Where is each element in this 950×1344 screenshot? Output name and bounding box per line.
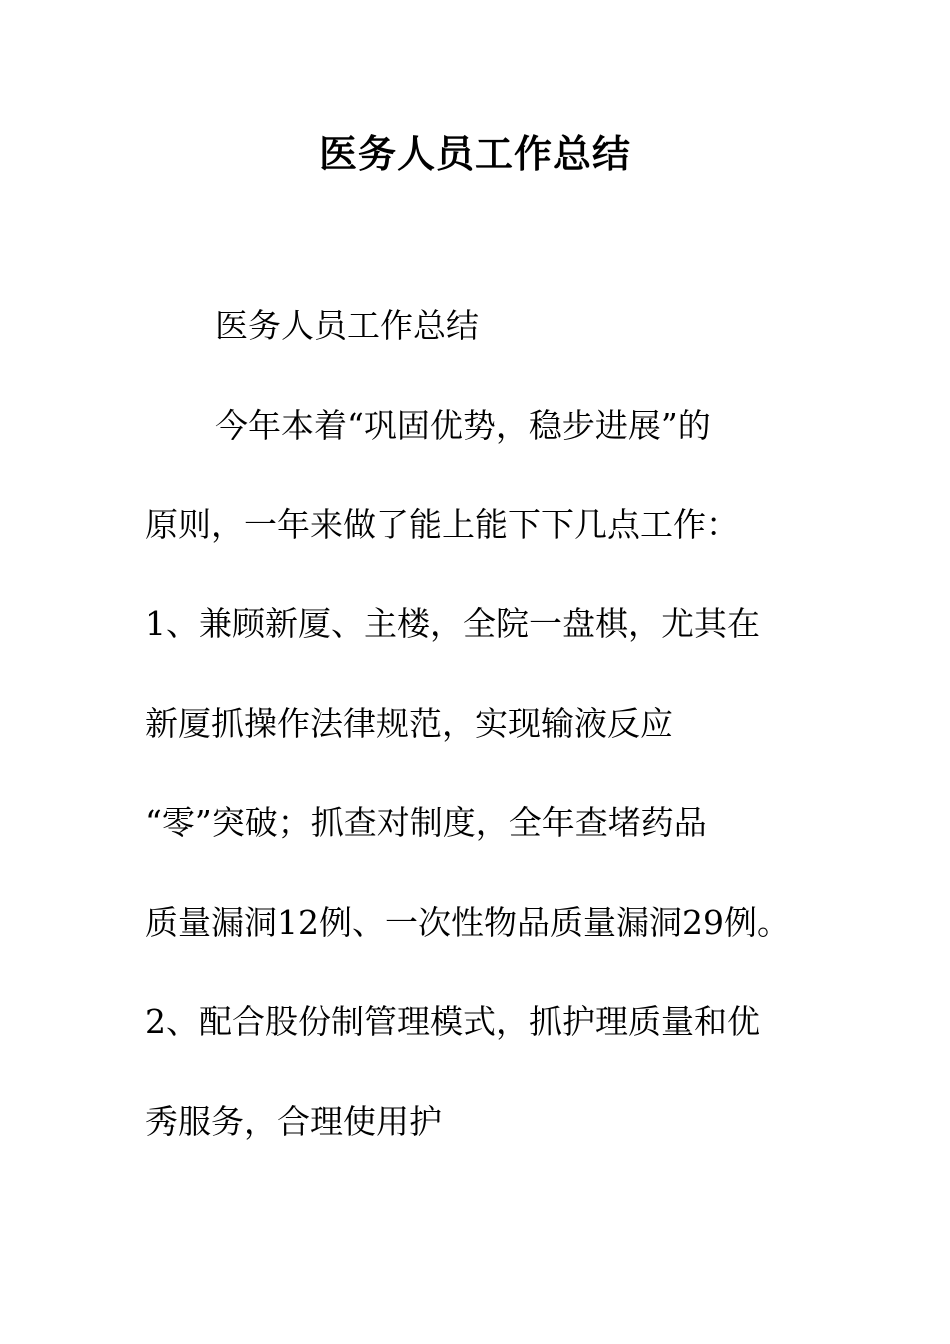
text-line: 新厦抓操作法律规范，实现输液反应	[145, 704, 673, 743]
text-line: 质量漏洞12例、一次性物品质量漏洞29例。	[145, 903, 790, 942]
text-line: “零”突破；抓查对制度，全年查堵药品	[145, 803, 707, 842]
text-line: 2、配合股份制管理模式，抓护理质量和优	[145, 1002, 760, 1041]
document-title: 医务人员工作总结	[318, 131, 631, 176]
text-line: 今年本着“巩固优势，稳步进展”的	[215, 406, 711, 445]
paragraph-heading: 医务人员工作总结	[215, 306, 479, 345]
text-line: 原则，一年来做了能上能下下几点工作：	[145, 505, 739, 544]
text-line: 秀服务，合理使用护	[145, 1102, 442, 1141]
text-line: 1、兼顾新厦、主楼，全院一盘棋，尤其在	[145, 604, 760, 643]
